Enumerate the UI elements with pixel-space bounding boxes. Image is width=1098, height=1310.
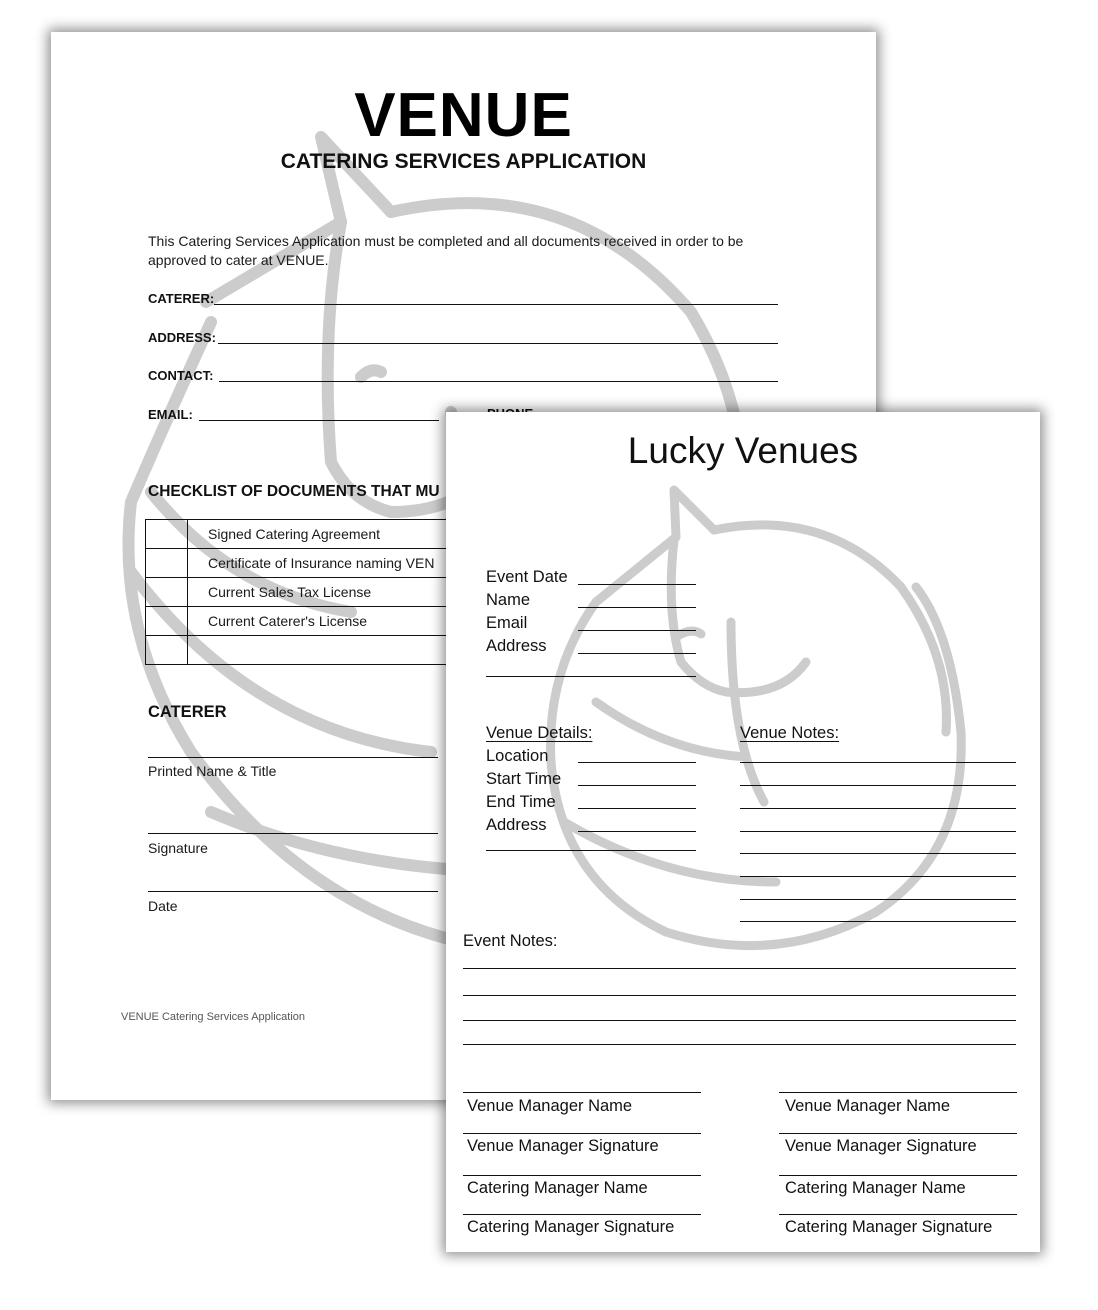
venue-notes-line[interactable] xyxy=(740,762,1016,763)
venue-address-label: Address xyxy=(486,816,547,834)
page-footer: VENUE Catering Services Application xyxy=(121,1011,306,1023)
printed-name-label: Printed Name & Title xyxy=(148,763,277,779)
end-time-label: End Time xyxy=(486,793,556,811)
catering-manager-signature-line[interactable] xyxy=(463,1214,701,1215)
catering-manager-signature-label: Catering Manager Signature xyxy=(785,1218,993,1236)
venue-manager-signature-line[interactable] xyxy=(463,1133,701,1134)
contact-label: CONTACT: xyxy=(148,368,214,383)
event-date-label: Event Date xyxy=(486,568,568,586)
checklist-item-label: Signed Catering Agreement xyxy=(188,520,545,549)
checklist-checkbox[interactable] xyxy=(146,520,188,549)
event-notes-line[interactable] xyxy=(463,968,1016,969)
venue-manager-signature-line[interactable] xyxy=(779,1133,1017,1134)
checklist-item-label: Current Caterer's License xyxy=(188,607,545,636)
date-line[interactable] xyxy=(148,891,438,892)
venue-manager-name-label: Venue Manager Name xyxy=(467,1097,633,1115)
venue-manager-signature-label: Venue Manager Signature xyxy=(785,1137,977,1155)
venue-manager-name-line[interactable] xyxy=(779,1092,1017,1093)
location-label: Location xyxy=(486,747,549,765)
checklist-checkbox[interactable] xyxy=(146,549,188,578)
event-address-label: Address xyxy=(486,637,547,655)
start-time-line[interactable] xyxy=(578,785,696,786)
event-notes-line[interactable] xyxy=(463,1044,1016,1045)
caterer-heading: CATERER xyxy=(148,703,227,721)
venue-manager-name-label: Venue Manager Name xyxy=(785,1097,951,1115)
checklist-heading: CHECKLIST OF DOCUMENTS THAT MU xyxy=(148,483,440,500)
lucky-venues-sheet xyxy=(446,412,1040,1252)
event-email-line[interactable] xyxy=(578,630,696,631)
location-line[interactable] xyxy=(578,762,696,763)
email-field-line[interactable] xyxy=(199,420,439,421)
venue-address-line-2[interactable] xyxy=(486,850,696,851)
catering-manager-signature-label: Catering Manager Signature xyxy=(467,1218,675,1236)
intro-paragraph: This Catering Services Application must be completed and all documents received in order to be approved to cater at VENUE. xyxy=(148,233,744,268)
venue-notes-line[interactable] xyxy=(740,785,1016,786)
venue-manager-name-line[interactable] xyxy=(463,1092,701,1093)
printed-name-line[interactable] xyxy=(148,757,438,758)
event-address-line[interactable] xyxy=(578,653,696,654)
event-notes-line[interactable] xyxy=(463,1020,1016,1021)
checklist-checkbox[interactable] xyxy=(146,607,188,636)
application-subtitle: CATERING SERVICES APPLICATION xyxy=(280,150,647,173)
checklist-item-label: Current Sales Tax License xyxy=(188,578,545,607)
catering-manager-name-label: Catering Manager Name xyxy=(467,1179,648,1197)
venue-notes-line[interactable] xyxy=(740,921,1016,922)
address-label: ADDRESS: xyxy=(148,330,216,345)
caterer-label: CATERER: xyxy=(148,291,215,306)
venue-title: VENUE xyxy=(354,81,573,150)
caterer-field-line[interactable] xyxy=(214,304,778,305)
event-name-label: Name xyxy=(486,591,531,609)
catering-manager-name-line[interactable] xyxy=(463,1175,701,1176)
venue-notes-line[interactable] xyxy=(740,876,1016,877)
checklist-item-label: Certificate of Insurance naming VEN xyxy=(188,549,545,578)
email-label: EMAIL: xyxy=(148,407,193,422)
lucky-venues-title: Lucky Venues xyxy=(627,430,859,471)
date-label: Date xyxy=(148,898,178,914)
event-notes-heading: Event Notes: xyxy=(463,932,558,950)
venue-manager-signature-label: Venue Manager Signature xyxy=(467,1137,659,1155)
end-time-line[interactable] xyxy=(578,808,696,809)
event-address-line-2[interactable] xyxy=(486,676,696,677)
signature-label: Signature xyxy=(148,840,208,856)
event-notes-line[interactable] xyxy=(463,995,1016,996)
signature-line[interactable] xyxy=(148,833,438,834)
venue-notes-heading: Venue Notes: xyxy=(740,724,840,742)
checklist-checkbox[interactable] xyxy=(146,578,188,607)
checklist-checkbox[interactable] xyxy=(146,636,188,665)
venue-details-heading: Venue Details: xyxy=(486,724,593,742)
catering-manager-name-label: Catering Manager Name xyxy=(785,1179,966,1197)
address-field-line[interactable] xyxy=(218,343,778,344)
venue-address-line[interactable] xyxy=(578,831,696,832)
venue-notes-line[interactable] xyxy=(740,899,1016,900)
start-time-label: Start Time xyxy=(486,770,562,788)
event-name-line[interactable] xyxy=(578,607,696,608)
venue-notes-line[interactable] xyxy=(740,831,1016,832)
event-date-line[interactable] xyxy=(578,584,696,585)
catering-manager-name-line[interactable] xyxy=(779,1175,1017,1176)
venue-notes-line[interactable] xyxy=(740,853,1016,854)
catering-manager-signature-line[interactable] xyxy=(779,1214,1017,1215)
contact-field-line[interactable] xyxy=(219,381,778,382)
venue-notes-line[interactable] xyxy=(740,808,1016,809)
event-email-label: Email xyxy=(486,614,528,632)
